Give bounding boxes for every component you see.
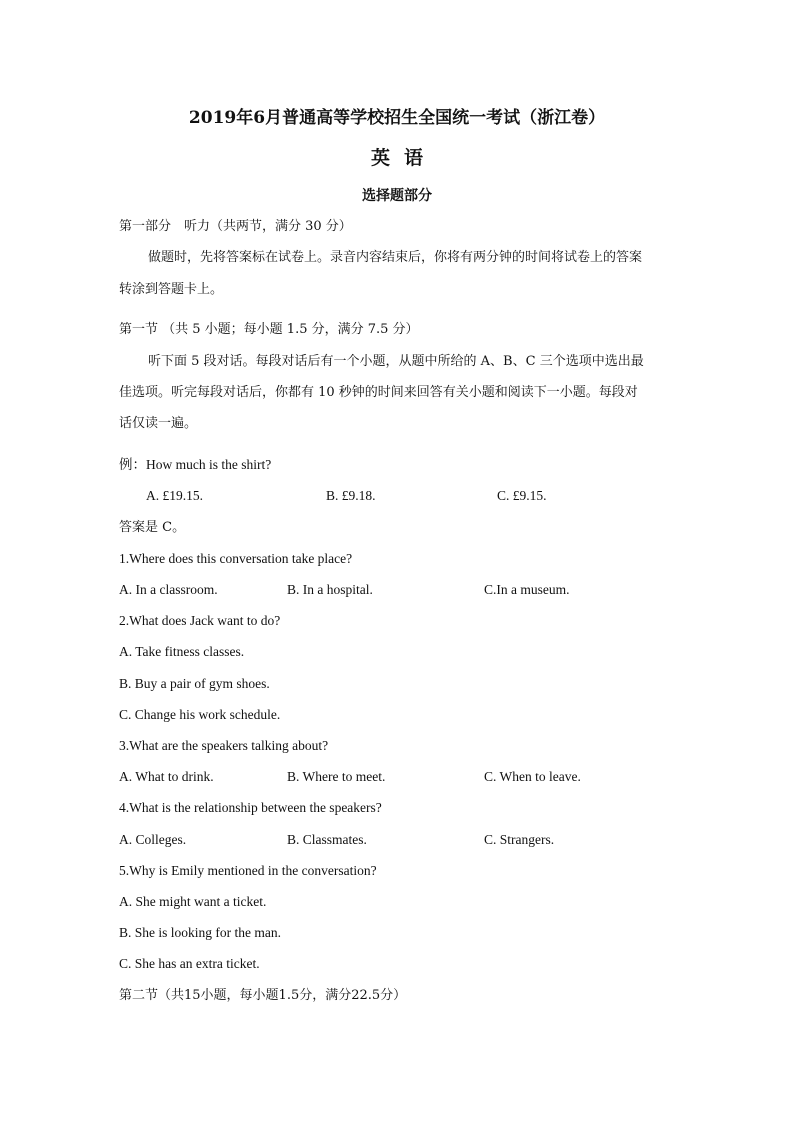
question-1-option-b: B. In a hospital. — [287, 582, 373, 597]
subject-title: 英语 — [370, 147, 437, 169]
question-4-option-c: C. Strangers. — [484, 832, 555, 847]
question-5-option-c: C. She has an extra ticket. — [119, 956, 260, 971]
question-5-option-b: B. She is looking for the man. — [119, 925, 281, 940]
section1-heading: 第一节 （共 5 小题；每小题 1.5 分，满分 7.5 分） — [119, 322, 419, 337]
example-option-b: B. £9.18. — [326, 488, 376, 503]
question-3-option-c: C. When to leave. — [484, 769, 581, 784]
section1-instructions-line1: 听下面 5 段对话。每段对话后有一个小题，从题中所给的 A、B、C 三个选项中选出最 — [148, 354, 644, 369]
section1-instructions-line3: 话仅读一遍。 — [119, 416, 198, 431]
question-4-stem: 4.What is the relationship between the speakers? — [119, 800, 382, 815]
question-5-stem: 5.Why is Emily mentioned in the conversation? — [119, 863, 377, 878]
question-3-option-b: B. Where to meet. — [287, 769, 386, 784]
section2-heading: 第二节（共15小题，每小题1.5分，满分22.5分） — [119, 988, 407, 1003]
question-4-option-a: A. Colleges. — [119, 832, 187, 847]
question-2-option-c: C. Change his work schedule. — [119, 707, 281, 722]
part1-instructions-line1: 做题时，先将答案标在试卷上。录音内容结束后，你将有两分钟的时间将试卷上的答案 — [148, 250, 643, 265]
example-option-c: C. £9.15. — [497, 488, 547, 503]
section-title: 选择题部分 — [362, 188, 432, 204]
question-1-option-c: C.In a museum. — [484, 582, 570, 597]
question-3-option-a: A. What to drink. — [119, 769, 214, 784]
question-1-option-a: A. In a classroom. — [119, 582, 218, 597]
part1-heading: 第一部分 听力（共两节，满分 30 分） — [119, 219, 352, 234]
question-1-stem: 1.Where does this conversation take place? — [119, 551, 353, 566]
part1-instructions-line2: 转涂到答题卡上。 — [119, 282, 224, 297]
example-question: 例：How much is the shirt? — [119, 457, 272, 472]
question-3-stem: 3.What are the speakers talking about? — [119, 738, 329, 753]
question-5-option-a: A. She might want a ticket. — [119, 894, 267, 909]
question-2-option-b: B. Buy a pair of gym shoes. — [119, 676, 270, 691]
example-answer: 答案是 C。 — [119, 520, 186, 535]
question-2-option-a: A. Take fitness classes. — [119, 644, 245, 659]
question-4-option-b: B. Classmates. — [287, 832, 367, 847]
exam-title: 2019年6月普通高等学校招生全国统一考试（浙江卷） — [188, 108, 606, 128]
section1-instructions-line2: 佳选项。听完每段对话后，你都有 10 秒钟的时间来回答有关小题和阅读下一小题。每段对 — [119, 385, 638, 400]
example-option-a: A. £19.15. — [146, 488, 203, 503]
question-2-stem: 2.What does Jack want to do? — [119, 613, 281, 628]
